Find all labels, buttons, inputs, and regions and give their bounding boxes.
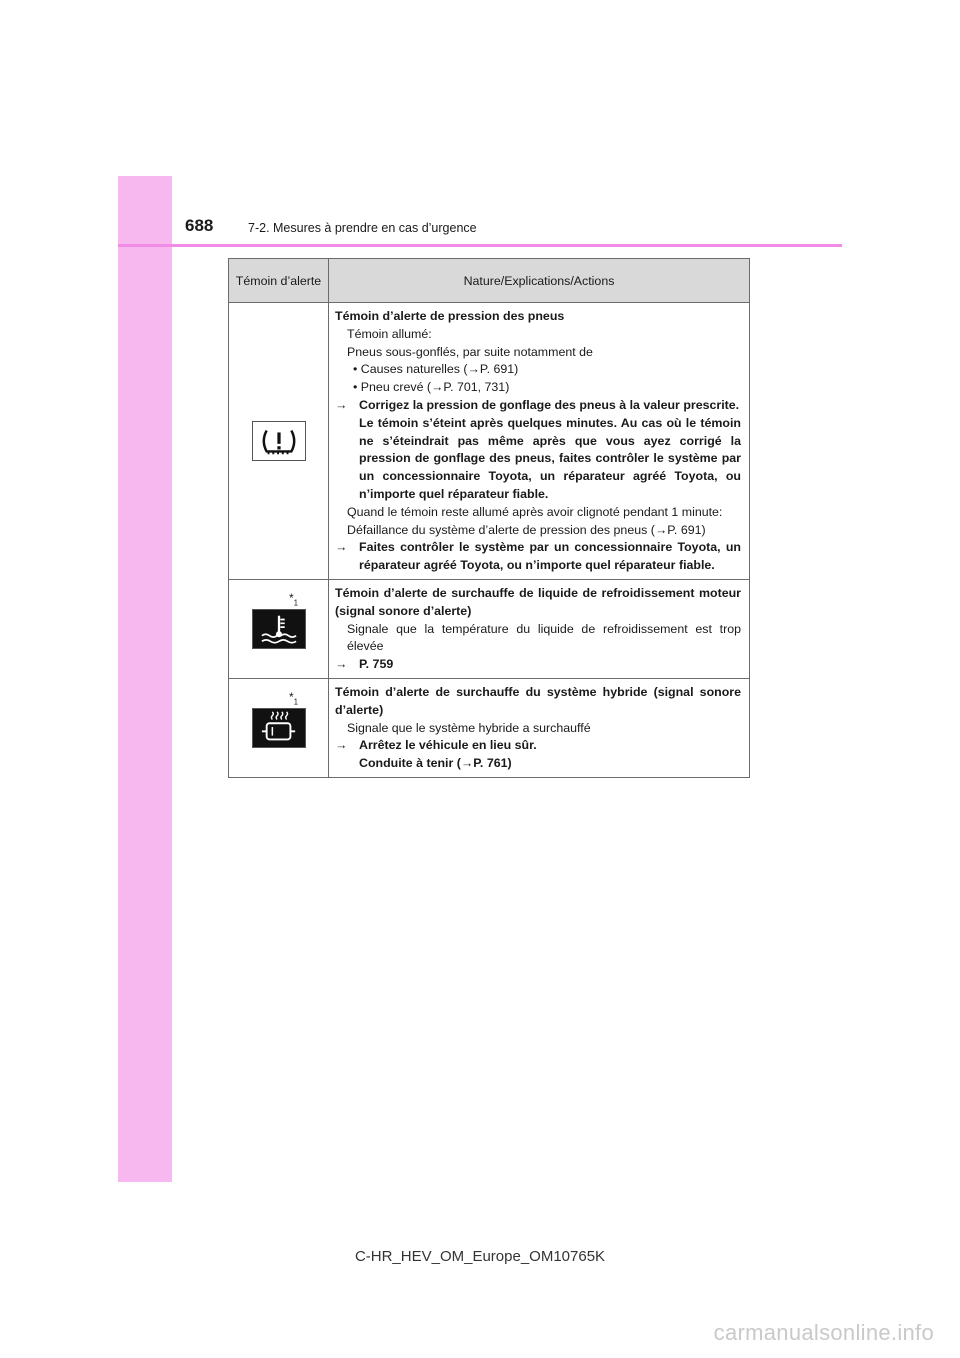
column-header-text: Nature/Explications/Actions: [329, 259, 750, 303]
coolant-temperature-warning-icon: [252, 609, 306, 649]
action-item: [335, 656, 741, 674]
action-detail: Conduite à tenir (→P. 761): [359, 756, 512, 771]
document-footer: C-HR_HEV_OM_Europe_OM10765K: [354, 1248, 606, 1265]
row-title: Témoin d’alerte de surchauffe de liquide de refroidissement moteur (signal sonore d’alerte): [335, 585, 741, 618]
table-header-row: [229, 259, 750, 303]
action-item: [335, 539, 741, 575]
table-row: [229, 678, 750, 777]
column-header-icon: Témoin d’alerte: [229, 259, 329, 303]
bullet-item: • Causes naturelles (→P. 691): [353, 362, 519, 377]
action-text: Arrêtez le véhicule en lieu sûr.: [359, 738, 537, 753]
icon-cell: [229, 678, 329, 777]
row-text: Pneus sous-gonflés, par suite notamment de: [347, 344, 593, 359]
action-detail: Le témoin s’éteint après quelques minutes. Au cas où le témoin ne s’éteindrait pas même après que vous ayez corrigé la pression de gonflage des pneus, faites contrôler le système par un concessionnaire Toyota, un réparateur agréé Toyota, ou n’importe quel réparateur fiable.: [359, 415, 741, 501]
row-text: Quand le témoin reste allumé après avoir clignoté pendant 1 minute:: [347, 504, 723, 519]
row-title: Témoin d’alerte de surchauffe du système hybride (signal sonore d’alerte): [335, 684, 741, 717]
row-text: Signale que la température du liquide de refroidissement est trop élevée: [347, 621, 741, 654]
table-row: [229, 579, 750, 678]
icon-cell: [229, 579, 329, 678]
action-text: P. 759: [359, 657, 394, 672]
row-text: Défaillance du système d’alerte de pression des pneus (→P. 691): [347, 522, 706, 537]
arrow-icon: →: [335, 540, 348, 555]
action-text: [359, 397, 741, 504]
side-tab-band: [118, 176, 172, 1182]
text-cell: [329, 579, 750, 678]
bullet-item: • Pneu crevé (→P. 701, 731): [353, 380, 510, 395]
arrow-icon: →: [335, 657, 348, 672]
text-cell: [329, 303, 750, 580]
row-text: Signale que le système hybride a surchauffé: [347, 720, 591, 735]
action-item: [335, 737, 741, 755]
watermark: carmanualsonline.info: [713, 1320, 934, 1345]
page-number: 688: [185, 216, 214, 235]
hybrid-system-overheat-icon: [252, 708, 306, 748]
row-title: Témoin d’alerte de pression des pneus: [335, 309, 565, 323]
footnote-marker: $*_1$: [289, 590, 299, 608]
tire-pressure-warning-icon: [252, 421, 306, 461]
action-item: [335, 397, 741, 504]
warning-lights-table: [228, 258, 750, 778]
section-title: 7-2. Mesures à prendre en cas d’urgence: [248, 221, 477, 235]
header-rule: [118, 244, 842, 247]
action-main: Corrigez la pression de gonflage des pneus à la valeur prescrite.: [359, 397, 740, 412]
row-text: Témoin allumé:: [347, 326, 432, 341]
text-cell: [329, 678, 750, 777]
table-row: [229, 303, 750, 580]
footnote-marker: $*_1$: [289, 689, 299, 707]
arrow-icon: →: [335, 738, 348, 753]
arrow-icon: →: [335, 397, 348, 412]
icon-cell: [229, 303, 329, 580]
action-text: Faites contrôler le système par un concessionnaire Toyota, un réparateur agréé Toyota, ou n’importe quel réparateur fiable.: [359, 540, 741, 573]
